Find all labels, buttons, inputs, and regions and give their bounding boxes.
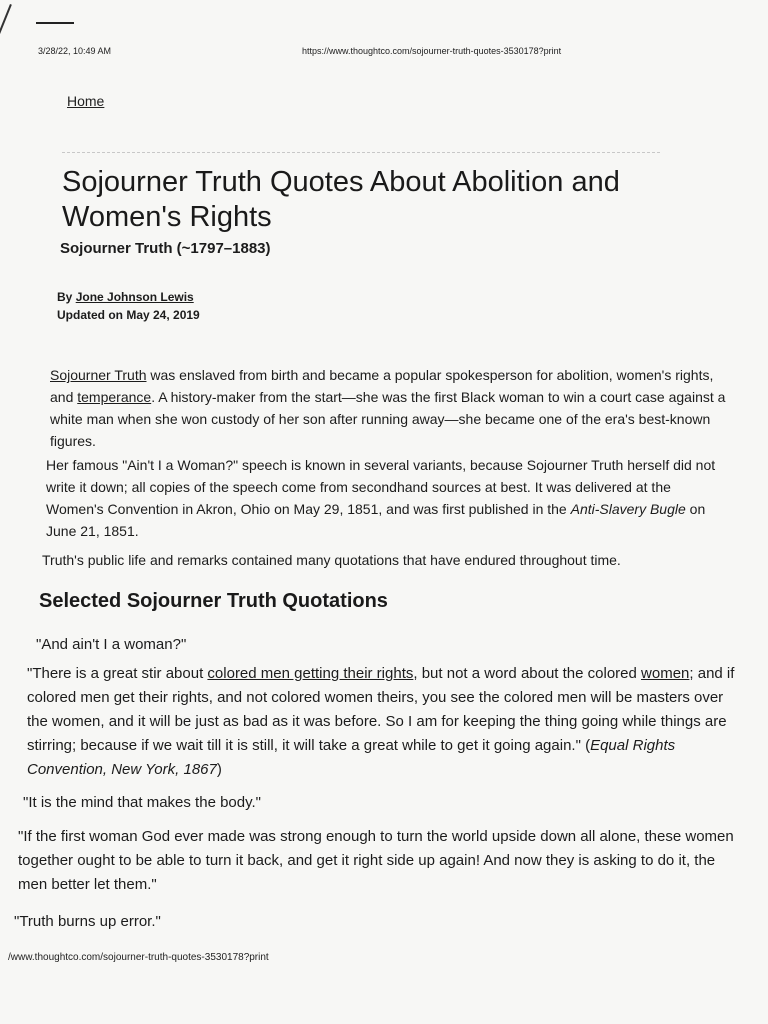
intro-text-b: . A history-maker from the start—she was the first Black woman to win a court case against a white man when she won custody of her son after running away—she became one of the era's best-known figures. bbox=[50, 389, 726, 449]
temperance-link[interactable]: temperance bbox=[77, 389, 152, 405]
page-title: Sojourner Truth Quotes About Abolition and Women's Rights bbox=[62, 166, 620, 233]
speech-paragraph bbox=[46, 454, 726, 542]
colored-men-rights-link[interactable]: colored men getting their rights bbox=[207, 665, 414, 682]
quote-text-c: ; and if colored men get their rights, and not colored women theirs, you see the colored men will be masters over the women, and it will be just as bad as it was before. So I am for keeping the thing going while things are stirring; because if we wait till it is still, it will take a great while to get it going again." ( bbox=[27, 665, 735, 754]
page-subtitle: Sojourner Truth (~1797–1883) bbox=[60, 240, 271, 257]
publication-name: Anti-Slavery Bugle bbox=[570, 501, 686, 517]
intro-text-a: was enslaved from birth and became a popular spokesperson for abolition, women's rights, and bbox=[50, 367, 714, 405]
author-link[interactable]: Jone Johnson Lewis bbox=[75, 290, 194, 304]
quote-item: "Truth burns up error." bbox=[14, 913, 161, 930]
by-label: By bbox=[57, 290, 73, 304]
quote-item: "It is the mind that makes the body." bbox=[23, 794, 261, 811]
intro-paragraph bbox=[50, 364, 730, 452]
divider bbox=[62, 152, 660, 153]
updated-date: Updated on May 24, 2019 bbox=[57, 308, 200, 322]
quote-text-b: , but not a word about the colored bbox=[413, 665, 642, 682]
quote-text-d: ) bbox=[216, 761, 222, 778]
pen-mark-slash bbox=[0, 4, 12, 64]
legacy-paragraph: Truth's public life and remarks contained many quotations that have endured throughout time. bbox=[42, 552, 621, 568]
home-link[interactable]: Home bbox=[67, 93, 105, 109]
sojourner-truth-link[interactable]: Sojourner Truth bbox=[50, 367, 147, 383]
quote-source: Equal Rights Convention, New York, 1867 bbox=[27, 737, 676, 778]
speech-text-b: on June 21, 1851. bbox=[46, 501, 706, 539]
speech-text-a: Her famous "Ain't I a Woman?" speech is known in several variants, because Sojourner Truth herself did not write it down; all copies of the speech come from secondhand sources at best. It was delivered at the Women's Convention in Akron, Ohio on May 29, 1851, and was first published in the bbox=[46, 457, 716, 517]
print-footer-url: /www.thoughtco.com/sojourner-truth-quotes-3530178?print bbox=[8, 952, 269, 963]
quote-item: "If the first woman God ever made was strong enough to turn the world upside down all alone, these women together ought to be able to turn it back, and get it right side up again! And now they is asking to do it, the men better let them." bbox=[18, 828, 734, 893]
quote-item bbox=[27, 662, 747, 782]
byline bbox=[57, 288, 200, 324]
section-heading: Selected Sojourner Truth Quotations bbox=[39, 590, 388, 612]
print-date: 3/28/22, 10:49 AM bbox=[38, 46, 112, 56]
quote-item: "And ain't I a woman?" bbox=[36, 636, 187, 653]
pen-mark-line bbox=[36, 22, 74, 24]
print-url: https://www.thoughtco.com/sojourner-truth-quotes-3530178?print bbox=[302, 46, 562, 56]
women-link[interactable]: women bbox=[641, 665, 690, 682]
quote-text-a: "There is a great stir about bbox=[27, 665, 208, 682]
